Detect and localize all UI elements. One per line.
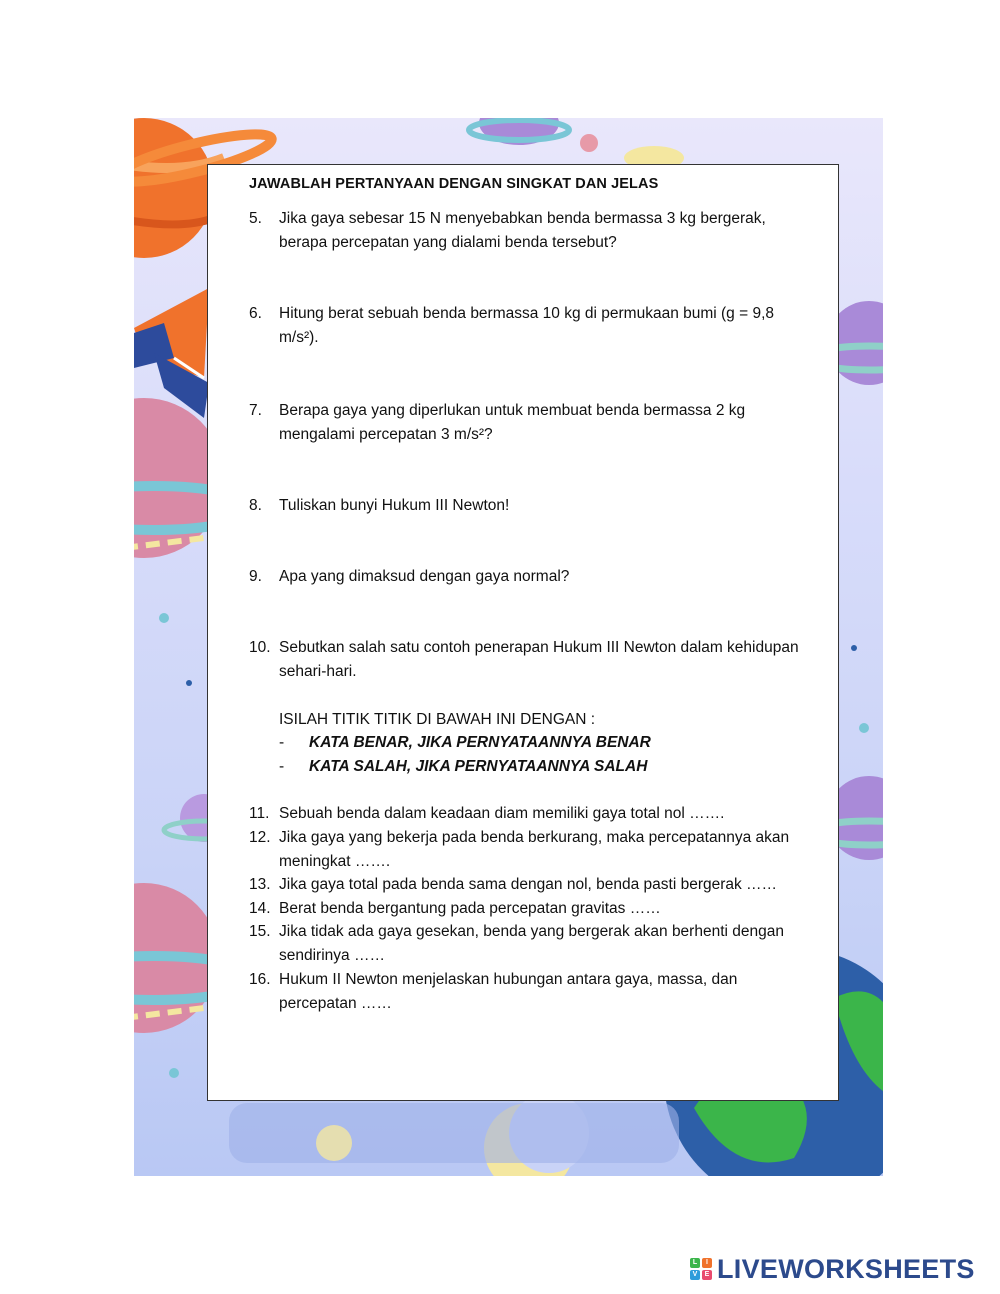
logo-icon	[690, 1258, 712, 1280]
question-number: 14.	[249, 900, 271, 917]
question-number: 10.	[249, 639, 271, 656]
question-text: Apa yang dimaksud dengan gaya normal?	[279, 568, 570, 585]
liveworksheets-logo	[690, 1252, 975, 1286]
question-number: 16.	[249, 971, 271, 988]
question-number: 13.	[249, 876, 271, 893]
question-text: Berat benda bergantung pada percepatan gravitas ……	[279, 900, 661, 917]
question-text: Hitung berat sebuah benda bermassa 10 kg di permukaan bumi (g = 9,8 m/s²).	[279, 305, 775, 346]
question-text: Tuliskan bunyi Hukum III Newton!	[279, 497, 510, 514]
question-text: Jika gaya yang bekerja pada benda berkurang, maka percepatannya akan meningkat …….	[279, 829, 790, 870]
question-text: Berapa gaya yang diperlukan untuk membuat benda bermassa 2 kg mengalami percepatan 3 m/s²?	[279, 402, 746, 443]
bullet-text: KATA BENAR, JIKA PERNYATAANNYA BENAR	[309, 734, 651, 751]
question-number: 12.	[249, 829, 271, 846]
question-number: 6.	[249, 305, 262, 322]
question-text: Sebutkan salah satu contoh penerapan Hukum III Newton dalam kehidupan sehari-hari.	[279, 639, 799, 680]
bullet-dash: -	[279, 734, 285, 751]
question-number: 5.	[249, 210, 262, 227]
logo-letter: E	[702, 1270, 712, 1280]
bullet-text: KATA SALAH, JIKA PERNYATAANNYA SALAH	[309, 758, 648, 775]
logo-letter: V	[690, 1270, 700, 1280]
bullet-dash: -	[279, 758, 285, 775]
question-number: 8.	[249, 497, 262, 514]
worksheet-title: JAWABLAH PERTANYAAN DENGAN SINGKAT DAN JELAS	[249, 176, 659, 192]
question-text: Jika gaya sebesar 15 N menyebabkan benda bermassa 3 kg bergerak, berapa percepatan yang dialami benda tersebut?	[279, 210, 766, 251]
question-text: Sebuah benda dalam keadaan diam memiliki gaya total nol …….	[279, 805, 725, 822]
question-number: 7.	[249, 402, 262, 419]
logo-wordmark: LIVEWORKSHEETS	[717, 1253, 975, 1284]
question-number: 15.	[249, 923, 271, 940]
question-number: 9.	[249, 568, 262, 585]
question-text: Jika tidak ada gaya gesekan, benda yang bergerak akan berhenti dengan sendirinya ……	[279, 923, 784, 964]
logo-letter: I	[702, 1258, 712, 1268]
question-text: Jika gaya total pada benda sama dengan nol, benda pasti bergerak ……	[279, 876, 778, 893]
fill-instruction: ISILAH TITIK TITIK DI BAWAH INI DENGAN :	[279, 711, 596, 728]
logo-letter: L	[690, 1258, 700, 1268]
question-number: 11.	[249, 805, 270, 822]
top-planet-icon	[469, 118, 569, 145]
question-text: Hukum II Newton menjelaskan hubungan antara gaya, massa, dan percepatan ……	[279, 971, 738, 1012]
